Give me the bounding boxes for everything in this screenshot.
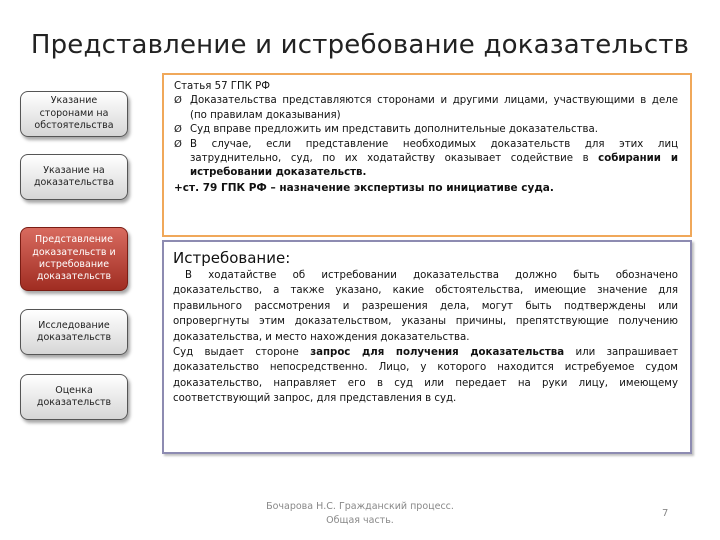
footer-source [250, 500, 470, 528]
demand-text-plain: или запрашивает доказательство непосредственно. Лицо, у которого находится истребуемое судом доказательство, направляет его в суд или передает на руки лицу, имеющему соответствующий запрос, для представления в суд. [173, 347, 679, 405]
bullet-item [174, 123, 678, 137]
step-indication-of-circumstances [20, 91, 128, 137]
step-label: Указание на доказательства [33, 164, 115, 188]
bullet-arrow-icon: Ø [174, 95, 182, 107]
slide-title: Представление и истребование доказательств [30, 30, 690, 60]
step-evaluation-of-evidence [20, 374, 128, 420]
step-examination-of-evidence [20, 309, 128, 355]
demand-box [162, 240, 692, 454]
footer-source-line: Общая часть. [326, 515, 394, 526]
demand-paragraph-2 [173, 345, 678, 407]
article-57-box [162, 73, 692, 237]
bullet-text [190, 138, 678, 181]
bullet-arrow-icon: Ø [174, 124, 182, 136]
bullet-item [174, 94, 678, 123]
demand-text-bold: запрос для получения доказательства [310, 347, 565, 359]
step-label: Указание сторонами на обстоятельства [34, 95, 114, 132]
page-number: 7 [662, 508, 669, 519]
step-indication-of-evidence [20, 154, 128, 200]
bullet-text: Суд вправе предложить им представить дополнительные доказательства. [190, 124, 598, 136]
step-label: Исследование доказательств [36, 319, 112, 343]
demand-paragraph-1: В ходатайстве об истребовании доказательства должно быть обозначено доказательство, а также указано, какие обстоятельства, имеющие значение для правильного рассмотрения и разрешения дела, могут быть подтверждены или опровергнуты этим доказательством, указаны причины, препятствующие получению доказательства, и место нахождения доказательства. [173, 270, 678, 343]
article-heading: Статья 57 ГПК РФ [174, 81, 271, 92]
step-label: Представление доказательств и истребование доказательств [32, 234, 116, 283]
bullet-item [174, 138, 678, 181]
step-label: Оценка доказательств [36, 384, 112, 408]
bullet-text: Доказательства представляются сторонами и другими лицами, участвующими в деле (по правилам доказывания) [190, 95, 678, 121]
footer-source-line: Бочарова Н.С. Гражданский процесс. [266, 501, 454, 512]
demand-heading: Истребование: [173, 249, 291, 267]
bullet-text-plain: В случае, если представление необходимых доказательств для этих лиц затруднительно, суд, по их ходатайству оказывает содействие в [190, 138, 678, 165]
bullet-text-bold: собирании и истребовании доказательств. [190, 153, 678, 179]
bullet-arrow-icon: Ø [174, 138, 182, 150]
step-presentation-and-demand [20, 227, 128, 291]
demand-text-plain: Суд выдает стороне [173, 347, 311, 359]
expertise-note: +ст. 79 ГПК РФ – назначение экспертизы по инициативе суда. [174, 181, 554, 194]
